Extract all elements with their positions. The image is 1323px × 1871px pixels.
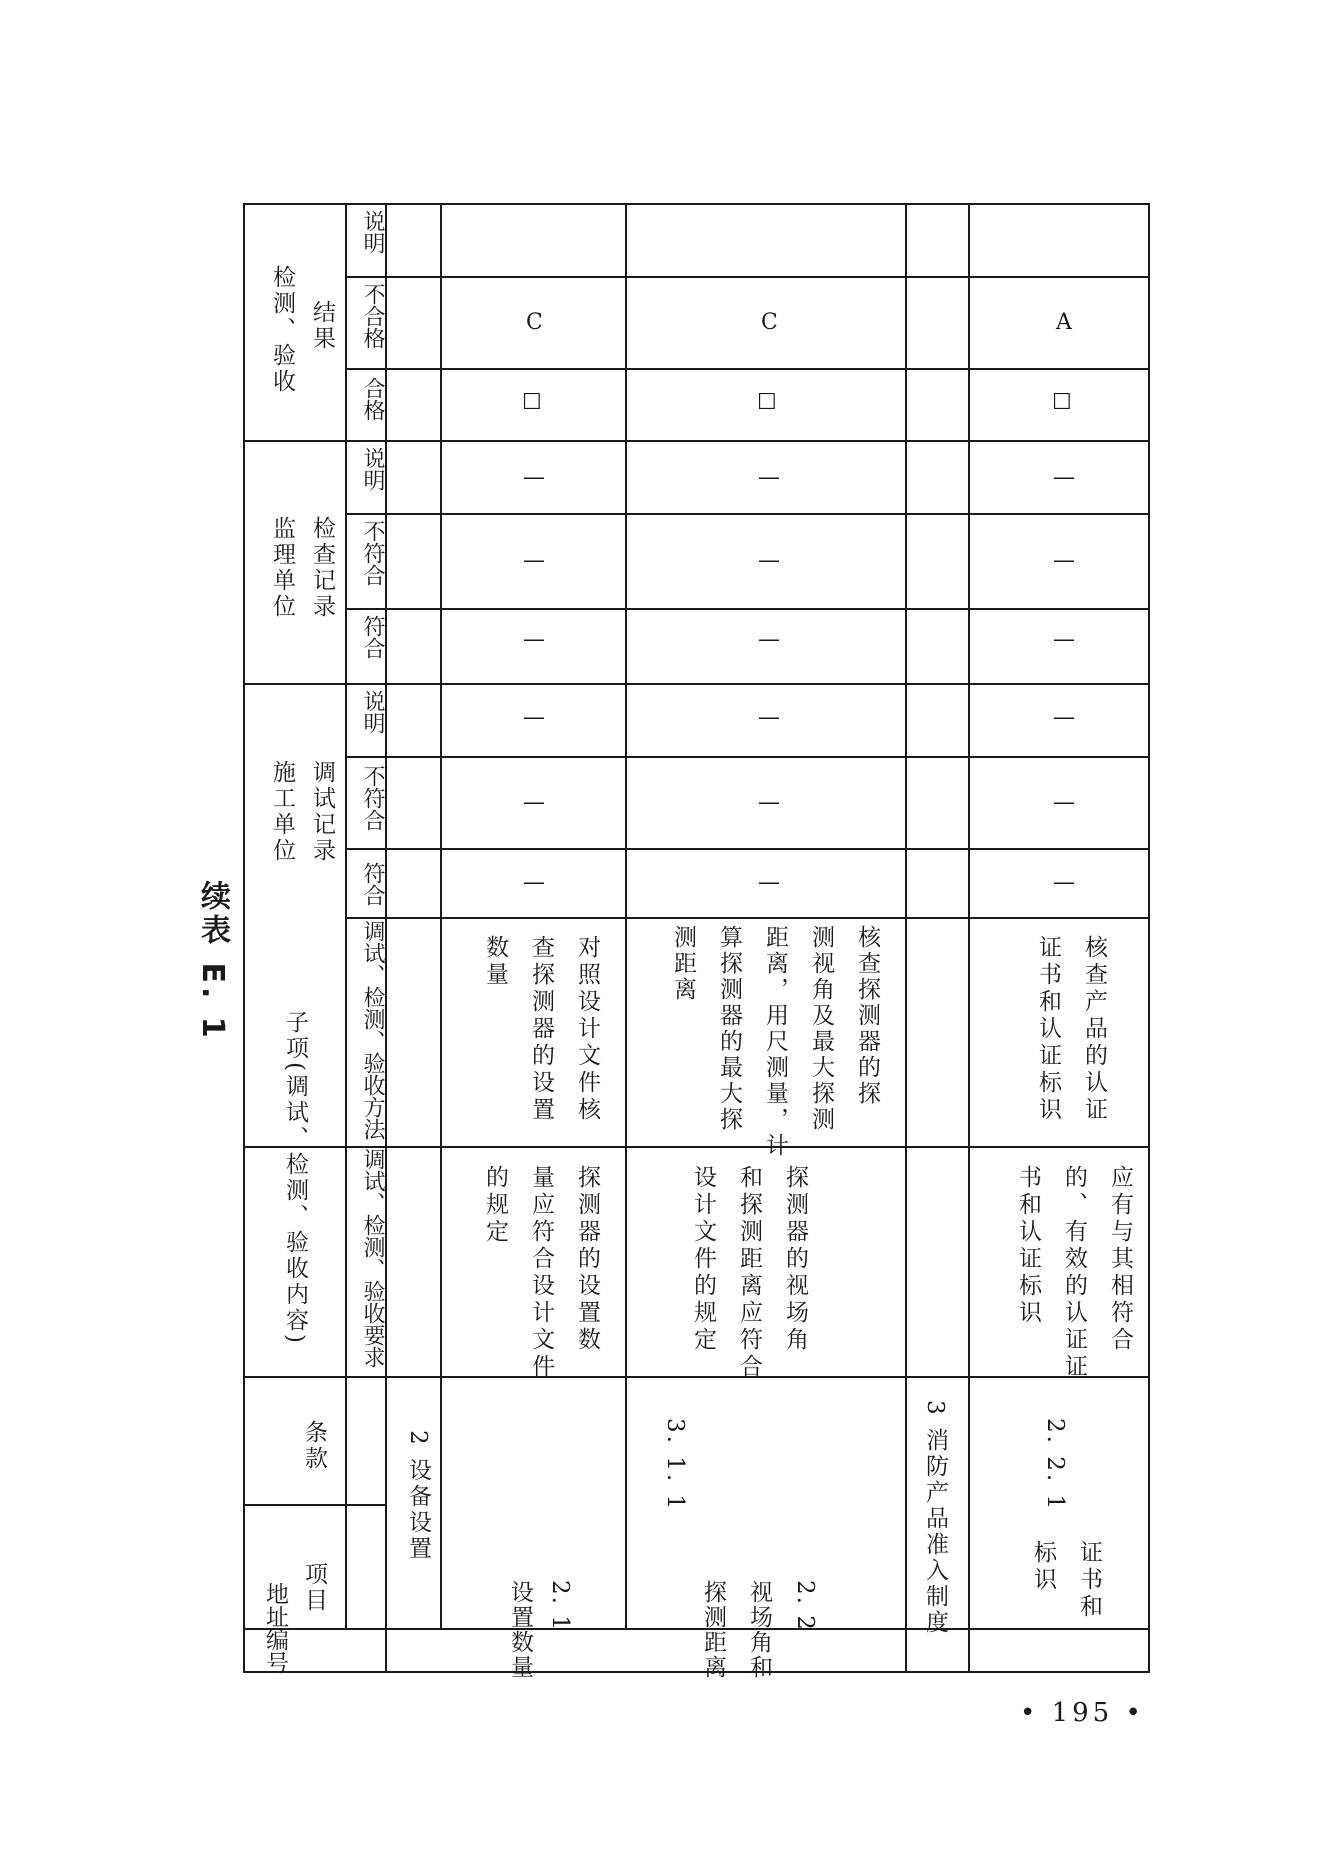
mark-conform: —: [758, 870, 780, 895]
mark-nonconform: —: [1053, 548, 1075, 573]
mark-note: —: [758, 465, 780, 490]
header-note: 说明: [360, 447, 385, 491]
mark-fail: C: [526, 310, 543, 335]
section-title: 3 消防产品准入制度: [922, 1400, 948, 1636]
header-method: 调试、检测、验收方法: [360, 920, 385, 1140]
header-note: 说明: [360, 210, 385, 254]
row-method: 核查探测器的探 测视角及最大探测 距离，用尺测量，计 算探测器的最大探 测距离: [670, 925, 880, 1159]
header-clause: 条款: [301, 1420, 327, 1472]
row-requirement: 探测器的视场角 和探测距离应符合 设计文件的规定: [690, 1165, 808, 1381]
header-conform: 符合: [360, 615, 385, 659]
header-pass: 合格: [360, 377, 385, 421]
row-requirement: 探测器的设置数 量应符合设计文件 的规定: [482, 1165, 600, 1381]
row-clause: 3. 1. 1: [662, 1418, 688, 1513]
row-item: 2. 1 设置数量: [507, 1580, 573, 1680]
grid-line: [345, 368, 1150, 370]
header-supervision-unit-1: 监理单位: [269, 516, 295, 620]
grid-line: [440, 203, 442, 1628]
grid-line: [905, 203, 907, 1673]
mark-conform: —: [758, 627, 780, 652]
grid-line: [243, 440, 1150, 442]
grid-line: [968, 203, 970, 1673]
header-fail: 不合格: [360, 283, 385, 349]
mark-conform: —: [523, 627, 545, 652]
mark-note: —: [758, 705, 780, 730]
header-sub-item: 子项(调试、检测、验收内容): [282, 1010, 308, 1346]
header-acceptance-result-1: 检测、验收: [269, 265, 295, 395]
mark-fail: C: [761, 310, 778, 335]
grid-line: [345, 608, 1150, 610]
header-address-no: 地址编号: [262, 1582, 288, 1674]
mark-conform: —: [1053, 870, 1075, 895]
row-item: 证书和 标识: [1030, 1540, 1102, 1621]
grid-line: [345, 917, 1150, 919]
table-caption: 续表 E. 1: [195, 880, 230, 1042]
header-supervision-unit-2: 检查记录: [309, 516, 335, 620]
grid-line: [345, 203, 347, 1628]
grid-line: [243, 683, 1150, 685]
header-note: 说明: [360, 690, 385, 734]
row-method: 对照设计文件核 查探测器的设置 数量: [482, 935, 600, 1124]
page-number: • 195 •: [1020, 1698, 1145, 1728]
row-requirement: 应有与其相符合 的、有效的认证证 书和认证标识: [1015, 1165, 1133, 1381]
row-item: 2. 2 视场角和 探测距离: [700, 1580, 818, 1680]
header-acceptance-result-2: 结果: [309, 300, 335, 352]
header-conform: 符合: [360, 862, 385, 906]
grid-line: [345, 848, 1150, 850]
header-nonconform: 不符合: [360, 520, 385, 586]
grid-line: [345, 276, 1150, 278]
mark-note: —: [523, 465, 545, 490]
checkbox-pass[interactable]: ☐: [522, 390, 542, 415]
mark-conform: —: [523, 870, 545, 895]
grid-line: [625, 203, 627, 1628]
header-construction-unit-2: 调试记录: [309, 760, 335, 864]
mark-fail: A: [1056, 310, 1072, 335]
mark-nonconform: —: [758, 548, 780, 573]
mark-nonconform: —: [523, 790, 545, 815]
grid-line: [243, 1504, 385, 1506]
mark-nonconform: —: [523, 548, 545, 573]
mark-note: —: [1053, 465, 1075, 490]
header-item: 项目: [301, 1562, 327, 1614]
header-construction-unit-1: 施工单位: [269, 760, 295, 864]
mark-nonconform: —: [1053, 790, 1075, 815]
mark-note: —: [523, 705, 545, 730]
mark-nonconform: —: [758, 790, 780, 815]
section-title: 2 设备设置: [405, 1430, 431, 1562]
row-method: 核查产品的认证 证书和认证标识: [1035, 935, 1107, 1124]
mark-conform: —: [1053, 627, 1075, 652]
grid-line: [345, 756, 1150, 758]
checkbox-pass[interactable]: ☐: [1052, 390, 1072, 415]
row-clause: 2. 2. 1: [1042, 1418, 1068, 1513]
header-requirement: 调试、检测、验收要求: [360, 1148, 385, 1368]
header-nonconform: 不符合: [360, 765, 385, 831]
grid-line: [345, 513, 1150, 515]
mark-note: —: [1053, 705, 1075, 730]
checkbox-pass[interactable]: ☐: [757, 390, 777, 415]
